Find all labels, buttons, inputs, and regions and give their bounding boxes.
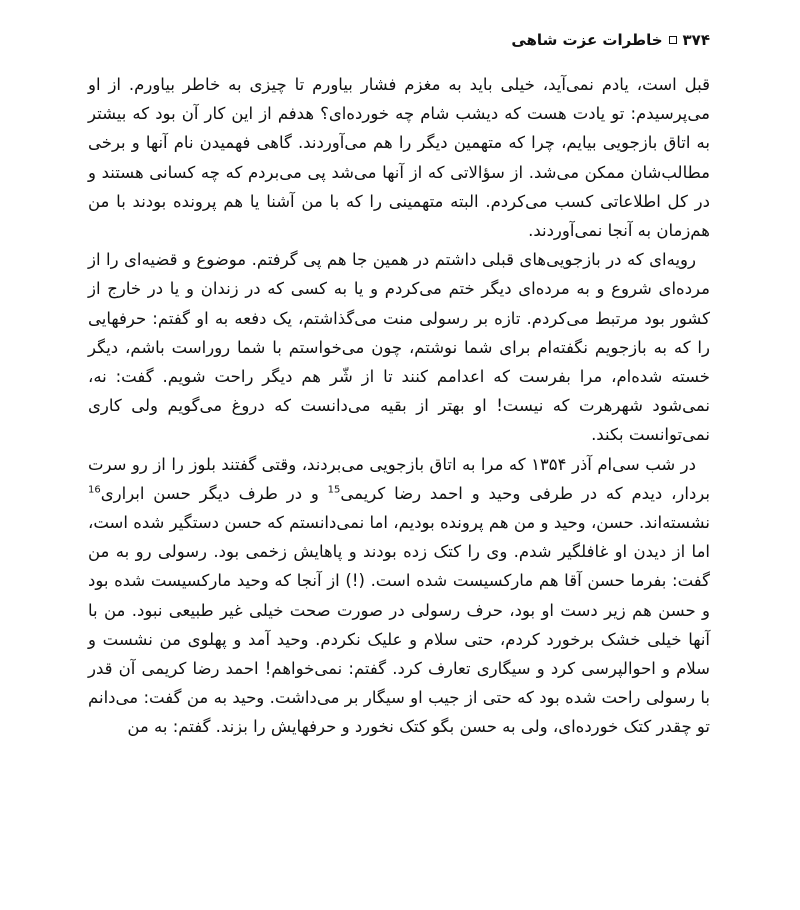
paragraph	[88, 450, 710, 742]
paragraph-text: در شب سی‌ام آذر ۱۳۵۴ که مرا به اتاق بازجویی می‌بردند، وقتی گفتند بلوز را از رو سرت بردار، دیدم که در طرفی وحید و احمد رضا کریمی	[88, 454, 711, 503]
separator-square-icon	[669, 36, 677, 44]
paragraph: قبل است، یادم نمی‌آید، خیلی باید به مغزم فشار بیاورم تا چیزی به خاطر بیاورم. از او می‌پرسیدم: تو یادت هست که دیشب شام چه خورده‌ای؟ هدفم از این کار آن بود که بیشتر به اتاق بازجویی بیایم، چرا که متهمین دیگر را هم می‌آوردند. گاهی فهمیدن نام آنها و برخی مطالب‌شان ممکن می‌شد. از سؤالاتی که از آنها می‌شد پی می‌بردم که چه کسانی هستند و در کل اطلاعاتی کسب می‌کردم. البته متهمینی را که با من آشنا یا هم پرونده بودند با من هم‌زمان به آنجا نمی‌آوردند.	[88, 75, 710, 241]
page-bottom-crop	[0, 896, 800, 910]
footnote-ref: 15	[327, 484, 341, 496]
paragraph-text: نشسته‌اند. حسن، وحید و من هم پرونده بودیم، اما نمی‌دانستم که حسن دستگیر شده است، اما از دیدن او غافلگیر شدم. وی را کتک زده بودند و پاهایش زخمی بود. رسولی رو به من گفت: بفرما حسن آقا هم مارکسیست شده است. (!) از آنجا که وحید مارکسیست شده بود و حسن هم زیر دست او بود، حرف رسولی در صورت صحت خیلی غیر طبیعی نبود. من با آنها خیلی خشک برخورد کردم، حتی سلام و علیک نکردم. وحید آمد و پهلوی من نشست و سلام و احوالپرسی کرد و سیگاری تعارف کرد. گفتم: نمی‌خواهم! احمد رضا کریمی آن قدر با رسولی راحت شده بود که حتی از جیب او سیگار بر می‌داشت. وحید به من گفت: می‌دانم تو چقدر کتک خورده‌ای، ولی به حسن بگو کتک نخورد و حرفهایش را بزند. گفتم: به من	[88, 513, 710, 737]
book-title: خاطرات عزت شاهی	[511, 31, 663, 49]
page-number: ۳۷۴	[682, 31, 710, 49]
paragraph: رویه‌ای که در بازجویی‌های قبلی داشتم در همین جا هم پی گرفتم. موضوع و قضیه‌ای را از مرده‌ای شروع و به مرده‌ای دیگر ختم می‌کردم و یا به کسی که در زندان و یا در خارج از کشور بود مرتبط می‌کردم. تازه بر رسولی منت می‌گذاشتم، یک دفعه به او گفتم: حرفهایی را که به بازجویم نگفته‌ام برای شما نوشتم، چون می‌خواستم با شما روراست باشم، دیگر خسته شده‌ام، مرا بفرست که اعدامم کنند تا از شّر هم دیگر راحت شویم. گفت: نه، نمی‌شود شهرهرت که نیست! او بهتر از بقیه می‌دانست که دروغ می‌گویم ولی کاری نمی‌توانست بکند.	[88, 250, 710, 445]
page-header	[88, 30, 710, 50]
footnote-ref: 16	[88, 484, 101, 496]
paragraph-text: و در طرف دیگر حسن ابراری	[100, 483, 319, 503]
body-text	[88, 70, 710, 742]
